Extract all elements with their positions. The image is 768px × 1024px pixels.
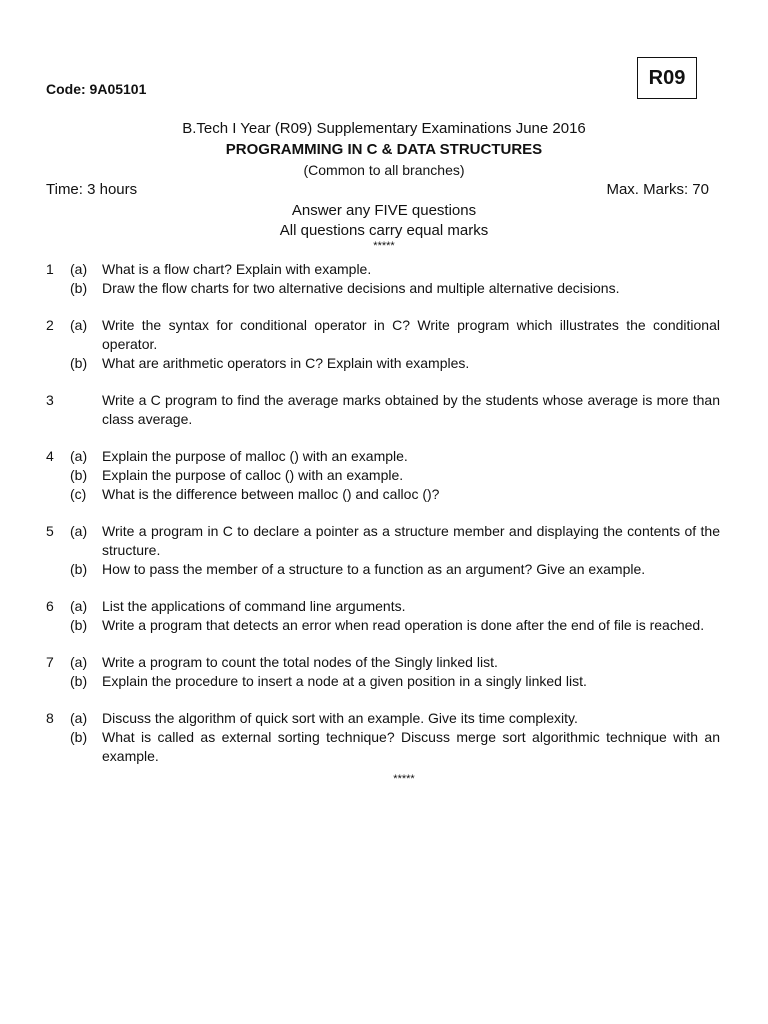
subject-title: PROGRAMMING IN C & DATA STRUCTURES — [225, 141, 543, 158]
question-number: 4 — [46, 448, 54, 464]
footer-separator: ***** — [393, 773, 415, 785]
question-part — [46, 316, 720, 354]
part-label: (a) — [70, 317, 88, 333]
question-text: Write a program to count the total nodes of the Singly linked list. — [102, 654, 498, 670]
question-number — [46, 616, 70, 635]
part-label: (b) — [70, 355, 88, 371]
question-text: What is called as external sorting technique? Discuss merge sort algorithmic technique with an example. — [102, 729, 720, 764]
max-marks: Max. Marks: 70 — [606, 181, 709, 198]
question-number: 6 — [46, 598, 54, 614]
question-part — [46, 597, 720, 616]
question-text: Explain the purpose of malloc () with an example. — [102, 448, 408, 464]
question-part — [46, 466, 720, 485]
question-text: Explain the purpose of calloc () with an example. — [102, 467, 404, 483]
question-number — [46, 560, 70, 579]
question-text: Write a program that detects an error when read operation is done after the end of file is reached. — [102, 617, 705, 633]
question-text: What are arithmetic operators in C? Explain with examples. — [102, 355, 470, 371]
instruction-equal-marks: All questions carry equal marks — [279, 222, 489, 239]
question-number — [46, 354, 70, 373]
paper-code: Code: 9A05101 — [46, 81, 147, 97]
question-part — [46, 447, 720, 466]
question-text: What is a flow chart? Explain with example. — [102, 261, 372, 277]
question-text: Write the syntax for conditional operator in C? Write program which illustrates the conditional operator. — [102, 317, 720, 352]
question-number — [46, 485, 70, 504]
question-list — [46, 260, 720, 784]
question-8 — [46, 709, 720, 766]
question-part — [46, 672, 720, 691]
question-number: 3 — [46, 392, 54, 408]
question-part — [46, 653, 720, 672]
question-part — [46, 560, 720, 579]
part-label: (a) — [70, 654, 88, 670]
question-4 — [46, 447, 720, 504]
question-text: What is the difference between malloc () and calloc ()? — [102, 486, 440, 502]
question-3 — [46, 391, 720, 429]
question-number — [46, 279, 70, 298]
question-text: How to pass the member of a structure to a function as an argument? Give an example. — [102, 561, 646, 577]
question-text: Explain the procedure to insert a node at a given position in a singly linked list. — [102, 673, 587, 689]
part-label: (a) — [70, 261, 88, 277]
branches-note: (Common to all branches) — [303, 162, 465, 178]
question-number: 8 — [46, 710, 54, 726]
question-number: 1 — [46, 261, 54, 277]
question-text: List the applications of command line arguments. — [102, 598, 406, 614]
question-2 — [46, 316, 720, 373]
question-part — [46, 709, 720, 728]
part-label: (b) — [70, 561, 88, 577]
part-label: (b) — [70, 673, 88, 689]
question-text: Write a program in C to declare a pointer as a structure member and displaying the contents of the structure. — [102, 523, 720, 558]
question-text: Write a C program to find the average marks obtained by the students whose average is more than class average. — [102, 392, 720, 427]
question-part — [46, 391, 720, 429]
part-label: (b) — [70, 467, 88, 483]
header-separator: ***** — [373, 240, 395, 252]
question-1 — [46, 260, 720, 298]
question-6 — [46, 597, 720, 635]
question-number — [46, 466, 70, 485]
question-part — [46, 260, 720, 279]
question-number — [46, 672, 70, 691]
question-part — [46, 485, 720, 504]
part-label — [70, 391, 102, 429]
time-allowed: Time: 3 hours — [46, 181, 138, 198]
question-number: 5 — [46, 523, 54, 539]
exam-title: B.Tech I Year (R09) Supplementary Examinations June 2016 — [182, 120, 586, 137]
instruction-answer-five: Answer any FIVE questions — [291, 202, 477, 219]
part-label: (b) — [70, 729, 88, 745]
question-number — [46, 728, 70, 766]
part-label: (a) — [70, 710, 88, 726]
part-label: (b) — [70, 280, 88, 296]
question-text: Draw the flow charts for two alternative decisions and multiple alternative decisions. — [102, 280, 620, 296]
question-number: 2 — [46, 317, 54, 333]
question-part — [46, 279, 720, 298]
question-part — [46, 522, 720, 560]
part-label: (c) — [70, 486, 87, 502]
part-label: (b) — [70, 617, 88, 633]
question-part — [46, 616, 720, 635]
question-part — [46, 354, 720, 373]
question-5 — [46, 522, 720, 579]
part-label: (a) — [70, 448, 88, 464]
question-part — [46, 728, 720, 766]
part-label: (a) — [70, 523, 88, 539]
question-number: 7 — [46, 654, 54, 670]
part-label: (a) — [70, 598, 88, 614]
regulation-badge: R09 — [637, 57, 697, 99]
question-7 — [46, 653, 720, 691]
question-text: Discuss the algorithm of quick sort with an example. Give its time complexity. — [102, 710, 578, 726]
